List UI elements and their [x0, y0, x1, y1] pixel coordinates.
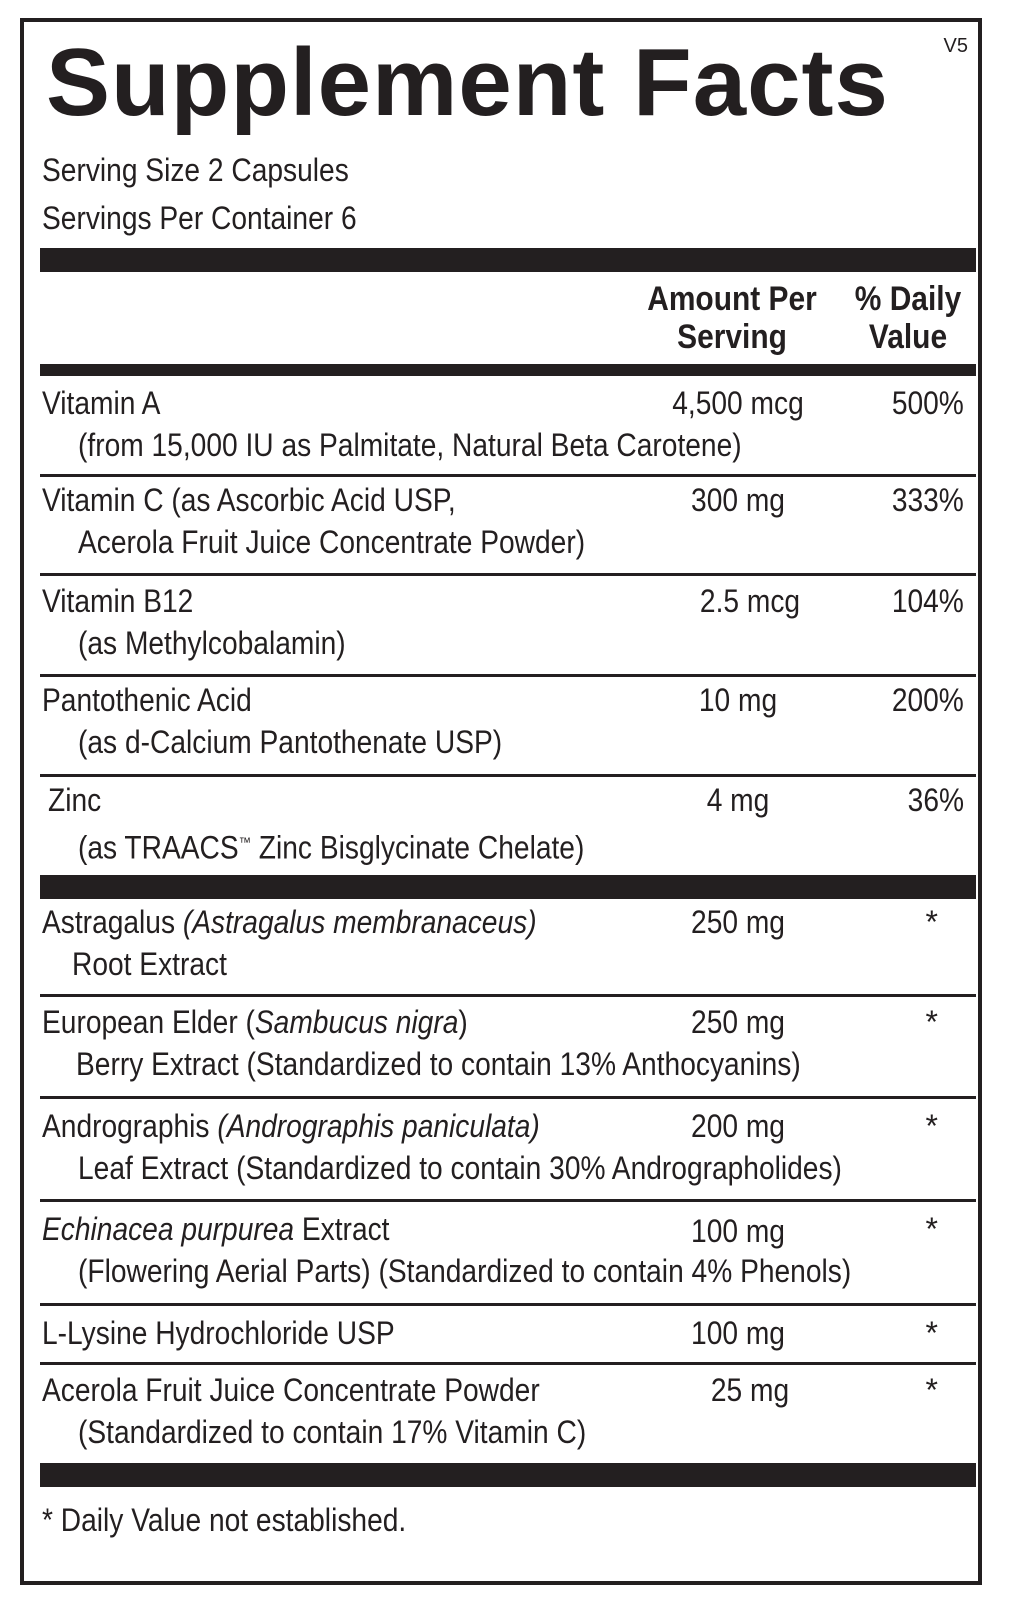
latin-name: Sambucus nigra [254, 1004, 459, 1040]
ingredient-daily-value: * [925, 1315, 938, 1351]
ingredient-row-european-elder [40, 997, 976, 1096]
nutrient-daily-value: 104% [891, 583, 964, 619]
nutrient-source: (from 15,000 IU as Palmitate, Natural Beta Carotene) [78, 427, 742, 463]
thick-divider [40, 875, 976, 899]
amount-header-line2: Serving [677, 318, 787, 356]
thick-divider [40, 248, 976, 272]
ingredient-detail: (Standardized to contain 17% Vitamin C) [78, 1414, 587, 1450]
latin-name: (Astragalus membranaceus) [182, 904, 537, 940]
thick-divider [40, 1463, 976, 1487]
nutrient-source: Acerola Fruit Juice Concentrate Powder) [78, 524, 586, 560]
name-part: European Elder ( [42, 1004, 255, 1040]
ingredient-daily-value: * [925, 904, 938, 940]
name-part: Acerola Fruit Juice Concentrate Powder [42, 1372, 540, 1408]
ingredient-detail: Root Extract [72, 946, 227, 982]
ingredient-amount: 250 mg [691, 1004, 785, 1040]
ingredient-daily-value: * [925, 1108, 938, 1144]
ingredient-daily-value: * [925, 1372, 938, 1408]
ingredient-amount: 100 mg [691, 1315, 785, 1351]
ingredient-detail: (Flowering Aerial Parts) (Standardized to contain 4% Phenols) [78, 1253, 852, 1289]
name-part: Astragalus [42, 904, 183, 940]
name-part: ) [458, 1004, 468, 1040]
name-part: L-Lysine Hydrochloride USP [42, 1315, 395, 1351]
amount-header-line1: Amount Per [647, 280, 817, 318]
nutrient-daily-value: 36% [907, 782, 964, 818]
ingredient-name [42, 1001, 468, 1043]
dv-header-line2: Value [868, 318, 948, 356]
daily-value-header [846, 280, 969, 356]
ingredient-row-echinacea [40, 1202, 976, 1303]
ingredient-amount: 200 mg [691, 1108, 785, 1144]
nutrient-source: (as Methylcobalamin) [78, 625, 346, 661]
supplement-facts-panel [20, 18, 982, 1585]
nutrient-amount: 4,500 mcg [672, 385, 804, 421]
nutrient-name: Vitamin A [42, 385, 161, 421]
ingredient-detail: Leaf Extract (Standardized to contain 30% Andrographolides) [78, 1150, 842, 1186]
ingredient-amount: 100 mg [691, 1213, 785, 1249]
nutrient-name: Zinc [48, 782, 102, 818]
panel-title: Supplement Facts [46, 29, 889, 136]
nutrient-daily-value: 500% [891, 385, 964, 421]
nutrient-row-zinc [40, 777, 976, 875]
nutrient-daily-value: 333% [891, 482, 964, 518]
ingredient-amount: 25 mg [710, 1372, 790, 1408]
ingredient-daily-value: * [925, 1004, 938, 1040]
ingredient-name [42, 1312, 395, 1354]
ingredient-row-astragalus [40, 899, 976, 994]
ingredient-amount: 250 mg [691, 904, 785, 940]
ingredient-name [42, 901, 537, 943]
nutrient-source [78, 821, 584, 869]
ingredient-row-andrographis [40, 1099, 976, 1199]
nutrient-name: Pantothenic Acid [42, 682, 252, 718]
ingredient-name [42, 1208, 390, 1250]
ingredient-row-l-lysine [40, 1306, 976, 1362]
latin-name: Echinacea purpurea [42, 1211, 295, 1247]
zinc-source-prefix: (as TRAACS [78, 829, 239, 866]
servings-per-container: Servings Per Container 6 [42, 200, 357, 236]
ingredient-daily-value: * [925, 1211, 938, 1247]
trademark-symbol: ™ [238, 834, 251, 850]
serving-size: Serving Size 2 Capsules [42, 152, 349, 188]
name-part: Andrographis [42, 1108, 218, 1144]
nutrient-amount: 300 mg [691, 482, 785, 518]
name-part: Extract [294, 1211, 390, 1247]
nutrient-daily-value: 200% [891, 682, 964, 718]
nutrient-amount: 10 mg [698, 682, 778, 718]
nutrient-amount: 2.5 mcg [699, 583, 801, 619]
zinc-source-suffix: Zinc Bisglycinate Chelate) [250, 829, 585, 866]
nutrient-source: (as d-Calcium Pantothenate USP) [78, 724, 503, 760]
daily-value-footnote: * Daily Value not established. [42, 1502, 407, 1538]
ingredient-name [42, 1369, 540, 1411]
ingredient-detail: Berry Extract (Standardized to contain 13% Anthocyanins) [76, 1046, 801, 1082]
header-divider [40, 364, 976, 376]
nutrient-row-vitamin-a [40, 378, 976, 474]
nutrient-name: Vitamin B12 [42, 583, 194, 619]
nutrient-row-vitamin-c [40, 477, 976, 573]
nutrient-amount: 4 mg [706, 782, 770, 818]
latin-name: (Andrographis paniculata) [217, 1108, 540, 1144]
ingredient-name [42, 1105, 540, 1147]
ingredient-row-acerola [40, 1365, 976, 1463]
amount-per-serving-header [635, 280, 829, 356]
dv-header-line1: % Daily [854, 280, 962, 318]
version-label: V5 [943, 35, 968, 57]
nutrient-name: Vitamin C (as Ascorbic Acid USP, [42, 482, 456, 518]
nutrient-row-pantothenic-acid [40, 677, 976, 774]
nutrient-row-vitamin-b12 [40, 576, 976, 674]
